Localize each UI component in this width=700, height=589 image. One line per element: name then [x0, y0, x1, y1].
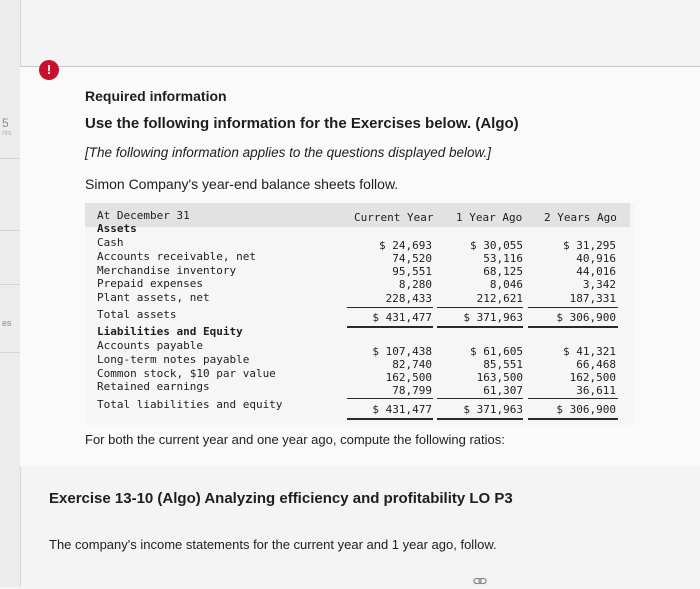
- subtotal-rule: [437, 398, 523, 399]
- question-sublabel: nts: [2, 130, 12, 137]
- total-double-rule: [528, 418, 618, 420]
- header-2-years-ago: 2 Years Ago: [544, 211, 617, 224]
- question-number[interactable]: 5: [2, 116, 9, 130]
- balance-sheet-table: [85, 203, 635, 425]
- cell-total-assets-2y: $ 306,900: [556, 311, 616, 324]
- total-double-rule: [528, 326, 618, 328]
- required-info-heading: Required information: [85, 88, 227, 104]
- cell-ar-2y: 40,916: [576, 252, 616, 265]
- cell-total-liab-2y: $ 306,900: [556, 403, 616, 416]
- cell-ap-2y: $ 41,321: [563, 345, 616, 358]
- cell-notes-2y: 66,468: [576, 358, 616, 371]
- header-at-december: At December 31: [97, 209, 190, 222]
- row-label-retained: Retained earnings: [97, 380, 210, 393]
- row-label-inventory: Merchandise inventory: [97, 264, 237, 277]
- cell-inventory-2y: 44,016: [576, 265, 616, 278]
- row-label-cash: Cash: [97, 236, 124, 249]
- subtotal-rule: [347, 307, 433, 308]
- row-label-notes: Long-term notes payable: [97, 353, 250, 366]
- row-label-prepaid: Prepaid expenses: [97, 277, 203, 290]
- cell-total-assets-1y: $ 371,963: [463, 311, 523, 324]
- cell-stock-1y: 163,500: [476, 371, 523, 384]
- total-double-rule: [347, 326, 433, 328]
- row-label-common-stock: Common stock, $10 par value: [97, 367, 276, 380]
- cell-ar-current: 74,520: [392, 252, 432, 265]
- subtotal-rule: [528, 398, 618, 399]
- cell-retained-current: 78,799: [392, 384, 432, 397]
- cell-stock-2y: 162,500: [569, 371, 616, 384]
- total-double-rule: [347, 418, 433, 420]
- cell-prepaid-1y: 8,046: [489, 278, 523, 291]
- strip-label: es: [2, 318, 12, 328]
- cell-total-assets-current: $ 431,477: [372, 311, 432, 324]
- strip-divider: [0, 284, 20, 285]
- row-label-total-liab: Total liabilities and equity: [97, 398, 283, 411]
- strip-divider: [0, 158, 20, 159]
- cell-cash-current: $ 24,693: [379, 239, 432, 252]
- cell-retained-1y: 61,307: [483, 384, 523, 397]
- cell-notes-current: 82,740: [392, 358, 432, 371]
- cell-total-liab-1y: $ 371,963: [463, 403, 523, 416]
- subtotal-rule: [437, 307, 523, 308]
- instructions-heading: Use the following information for the Exercises below. (Algo): [85, 115, 519, 132]
- cell-cash-1y: $ 30,055: [470, 239, 523, 252]
- cell-plant-2y: 187,331: [569, 292, 616, 305]
- exercise-title: Exercise 13-10 (Algo) Analyzing efficiency and profitability LO P3: [49, 490, 513, 507]
- panel-top-rule: [20, 66, 700, 67]
- header-1-year-ago: 1 Year Ago: [456, 211, 523, 224]
- applies-note: [The following information applies to the questions displayed below.]: [85, 145, 491, 160]
- subtotal-rule: [528, 307, 618, 308]
- cell-plant-1y: 212,621: [476, 292, 523, 305]
- row-label-ar: Accounts receivable, net: [97, 250, 256, 263]
- cell-ar-1y: 53,116: [483, 252, 523, 265]
- cell-retained-2y: 36,611: [576, 384, 616, 397]
- left-question-strip: [0, 0, 21, 587]
- cell-prepaid-current: 8,280: [398, 278, 432, 291]
- subtotal-rule: [347, 398, 433, 399]
- strip-divider: [0, 352, 20, 353]
- liabilities-heading: Liabilities and Equity: [97, 325, 243, 338]
- row-label-plant: Plant assets, net: [97, 291, 210, 304]
- assets-heading: Assets: [97, 222, 137, 235]
- cell-inventory-1y: 68,125: [483, 265, 523, 278]
- cell-notes-1y: 85,551: [483, 358, 523, 371]
- link-icon[interactable]: [473, 576, 487, 589]
- total-double-rule: [437, 326, 523, 328]
- cell-prepaid-2y: 3,342: [582, 278, 616, 291]
- alert-icon: !: [39, 60, 59, 80]
- row-label-total-assets: Total assets: [97, 308, 177, 321]
- cell-inventory-current: 95,551: [392, 265, 432, 278]
- link-icon-glyph: [473, 576, 487, 586]
- header-current-year: Current Year: [354, 211, 434, 224]
- cell-stock-current: 162,500: [385, 371, 432, 384]
- cell-plant-current: 228,433: [385, 292, 432, 305]
- cell-ap-current: $ 107,438: [372, 345, 432, 358]
- ratios-instruction: For both the current year and one year ago, compute the following ratios:: [85, 432, 505, 447]
- cell-ap-1y: $ 61,605: [470, 345, 523, 358]
- cell-total-liab-current: $ 431,477: [372, 403, 432, 416]
- cell-cash-2y: $ 31,295: [563, 239, 616, 252]
- exercise-body: The company's income statements for the current year and 1 year ago, follow.: [49, 537, 497, 552]
- strip-divider: [0, 230, 20, 231]
- total-double-rule: [437, 418, 523, 420]
- row-label-ap: Accounts payable: [97, 339, 203, 352]
- balance-sheet-intro: Simon Company's year-end balance sheets follow.: [85, 176, 399, 192]
